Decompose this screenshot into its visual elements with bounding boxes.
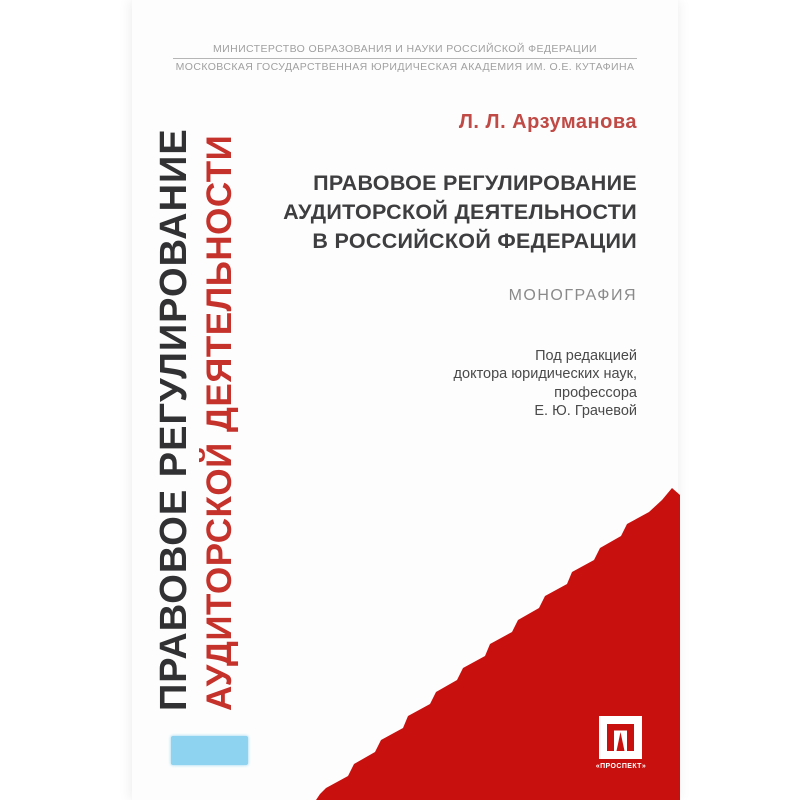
prospekt-logo [599, 716, 642, 759]
spine-title-red: АУДИТОРСКОЙ ДЕЯТЕЛЬНОСТИ [200, 134, 239, 711]
editor-line-1: Под редакцией [535, 348, 637, 364]
prospekt-gate-icon [599, 716, 642, 759]
subtitle-monograph: МОНОГРАФИЯ [508, 287, 637, 304]
spine-title-black: ПРАВОВОЕ РЕГУЛИРОВАНИЕ [153, 128, 195, 711]
title-line-1: ПРАВОВОЕ РЕГУЛИРОВАНИЕ [313, 171, 637, 195]
editor-line-2: доктора юридических наук, [453, 366, 637, 383]
publisher-name: «ПРОСПЕКТ» [595, 763, 647, 770]
editor-line-3: профессора [554, 384, 637, 401]
author-name: Л. Л. Арзуманова [458, 111, 637, 133]
title-line-3: В РОССИЙСКОЙ ФЕДЕРАЦИИ [312, 229, 637, 253]
ministry-line: МИНИСТЕРСТВО ОБРАЗОВАНИЯ И НАУКИ РОССИЙСКОЙ ФЕДЕРАЦИИ [213, 43, 597, 55]
academy-line: МОСКОВСКАЯ ГОСУДАРСТВЕННАЯ ЮРИДИЧЕСКАЯ АКАДЕМИЯ ИМ. О.Е. КУТАФИНА [175, 61, 635, 73]
editor-line-4: Е. Ю. Грачевой [534, 402, 637, 419]
title-line-2: АУДИТОРСКОЙ ДЕЯТЕЛЬНОСТИ [283, 200, 637, 224]
